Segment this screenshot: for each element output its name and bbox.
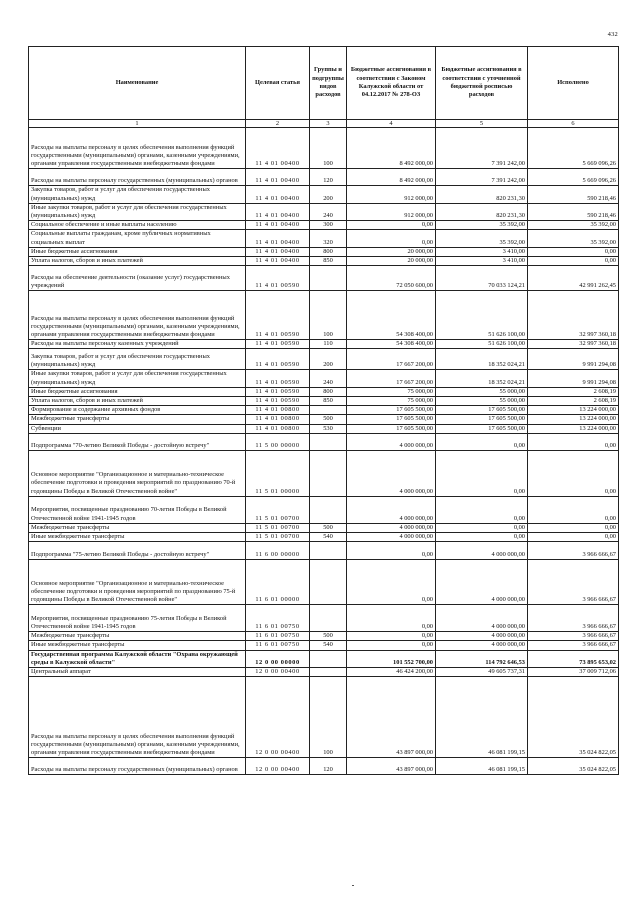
table-row — [29, 128, 619, 169]
table-row — [29, 415, 619, 424]
row-group-code: 120 — [310, 169, 347, 186]
row-executed-amount: 2 608,19 — [528, 387, 619, 396]
row-target-code: 11 5 01 00000 — [246, 450, 310, 496]
row-law-amount: 75 000,00 — [347, 387, 436, 396]
row-list-amount: 18 352 024,21 — [436, 349, 528, 370]
row-law-amount: 4 000 000,00 — [347, 533, 436, 542]
row-name: Расходы на выплаты персоналу в целях обеспечения выполнения функций государственными (муниципальными) органами, казенными учреждениями, органами управления государственными внебюджетными фондами — [29, 128, 246, 169]
row-list-amount: 3 410,00 — [436, 257, 528, 266]
row-name: Формирование и содержание архивных фондов — [29, 406, 246, 415]
row-group-code: 320 — [310, 230, 347, 247]
row-group-code: 800 — [310, 247, 347, 256]
row-executed-amount: 35 392,00 — [528, 230, 619, 247]
row-list-amount: 55 000,00 — [436, 397, 528, 406]
row-law-amount: 0,00 — [347, 542, 436, 560]
row-executed-amount: 0,00 — [528, 433, 619, 450]
header-law-allocations: Бюджетные ассигнования в соответствии с Законом Калужской области от 04.12.2017 № 278-ОЗ — [347, 47, 436, 120]
row-group-code: 500 — [310, 632, 347, 641]
row-group-code — [310, 266, 347, 291]
row-executed-amount: 590 218,46 — [528, 186, 619, 203]
row-executed-amount: 0,00 — [528, 247, 619, 256]
row-group-code: 100 — [310, 128, 347, 169]
row-target-code: 11 4 01 00400 — [246, 128, 310, 169]
scan-speck — [352, 885, 354, 886]
row-name: Расходы на выплаты персоналу государственных (муниципальных) органов — [29, 758, 246, 775]
row-name: Мероприятия, посвященные празднованию 75-летия Победы в Великой Отечественной войне 1941-1945 годов — [29, 605, 246, 632]
row-group-code: 100 — [310, 291, 347, 340]
row-list-amount: 7 391 242,00 — [436, 128, 528, 169]
row-law-amount: 43 897 000,00 — [347, 758, 436, 775]
row-group-code — [310, 406, 347, 415]
row-target-code: 11 4 01 00800 — [246, 406, 310, 415]
table-row — [29, 433, 619, 450]
row-executed-amount: 0,00 — [528, 533, 619, 542]
row-law-amount: 20 000,00 — [347, 257, 436, 266]
row-name: Иные закупки товаров, работ и услуг для обеспечения государственных (муниципальных) нужд — [29, 370, 246, 387]
row-law-amount: 101 552 700,00 — [347, 650, 436, 667]
row-law-amount: 46 424 200,00 — [347, 668, 436, 677]
row-name: Основное мероприятие "Организационное и материально-техническое обеспечение подготовки и проведения мероприятий по празднованию 75-й годовщины Победы в Великой Отечественной войне" — [29, 560, 246, 605]
row-target-code: 11 4 01 00400 — [246, 230, 310, 247]
row-name: Межбюджетные трансферты — [29, 523, 246, 532]
row-name: Расходы на выплаты персоналу в целях обеспечения выполнения функций государственными (муниципальными) органами, казенными учреждениями, органами управления государственными внебюджетными фондами — [29, 677, 246, 758]
row-name: Иные бюджетные ассигнования — [29, 387, 246, 396]
table-row — [29, 605, 619, 632]
row-group-code: 120 — [310, 758, 347, 775]
row-list-amount: 17 605 500,00 — [436, 424, 528, 433]
row-group-code: 800 — [310, 387, 347, 396]
row-group-code: 100 — [310, 677, 347, 758]
row-group-code: 850 — [310, 397, 347, 406]
table-row — [29, 632, 619, 641]
row-list-amount: 114 792 646,53 — [436, 650, 528, 667]
row-list-amount: 46 081 199,15 — [436, 758, 528, 775]
row-name: Иные межбюджетные трансферты — [29, 641, 246, 650]
row-group-code — [310, 560, 347, 605]
row-name: Закупка товаров, работ и услуг для обеспечения государственных (муниципальных) нужд — [29, 349, 246, 370]
row-name: Иные бюджетные ассигнования — [29, 247, 246, 256]
row-target-code: 11 6 01 00750 — [246, 605, 310, 632]
row-list-amount: 46 081 199,15 — [436, 677, 528, 758]
table-row — [29, 523, 619, 532]
row-target-code: 11 4 01 00400 — [246, 257, 310, 266]
table-row — [29, 406, 619, 415]
table-row — [29, 397, 619, 406]
table-row — [29, 370, 619, 387]
row-target-code: 11 5 01 00700 — [246, 533, 310, 542]
row-target-code: 11 4 01 00590 — [246, 387, 310, 396]
row-name: Центральный аппарат — [29, 668, 246, 677]
row-list-amount: 35 392,00 — [436, 221, 528, 230]
row-law-amount: 54 308 400,00 — [347, 291, 436, 340]
row-executed-amount: 2 608,19 — [528, 397, 619, 406]
row-list-amount: 55 000,00 — [436, 387, 528, 396]
row-executed-amount: 590 218,46 — [528, 203, 619, 220]
row-list-amount: 4 000 000,00 — [436, 605, 528, 632]
table-row — [29, 758, 619, 775]
row-list-amount: 49 605 737,31 — [436, 668, 528, 677]
row-name: Межбюджетные трансферты — [29, 632, 246, 641]
row-name: Государственная программа Калужской области "Охрана окружающей среды в Калужской области" — [29, 650, 246, 667]
row-list-amount: 17 605 500,00 — [436, 406, 528, 415]
row-law-amount: 4 000 000,00 — [347, 450, 436, 496]
row-group-code: 500 — [310, 415, 347, 424]
row-law-amount: 4 000 000,00 — [347, 523, 436, 532]
row-name: Уплата налогов, сборов и иных платежей — [29, 257, 246, 266]
row-executed-amount: 5 669 096,26 — [528, 128, 619, 169]
row-law-amount: 0,00 — [347, 230, 436, 247]
row-list-amount: 51 626 100,00 — [436, 340, 528, 349]
row-group-code — [310, 605, 347, 632]
row-group-code: 300 — [310, 221, 347, 230]
row-group-code: 200 — [310, 349, 347, 370]
row-target-code: 11 6 01 00750 — [246, 641, 310, 650]
row-executed-amount: 0,00 — [528, 496, 619, 523]
row-target-code: 11 4 01 00590 — [246, 340, 310, 349]
row-group-code: 540 — [310, 641, 347, 650]
row-executed-amount: 35 024 822,05 — [528, 758, 619, 775]
row-list-amount: 18 352 024,21 — [436, 370, 528, 387]
row-executed-amount: 73 895 653,02 — [528, 650, 619, 667]
row-target-code: 11 6 01 00750 — [246, 632, 310, 641]
header-list-allocations: Бюджетные ассигнования в соответствии с уточненной бюджетной росписью расходов — [436, 47, 528, 120]
row-group-code — [310, 542, 347, 560]
header-name: Наименование — [29, 47, 246, 120]
table-header-row — [29, 47, 619, 120]
row-name: Иные закупки товаров, работ и услуг для обеспечения государственных (муниципальных) нужд — [29, 203, 246, 220]
row-list-amount: 4 000 000,00 — [436, 542, 528, 560]
row-target-code: 11 4 01 00400 — [246, 247, 310, 256]
row-name: Подпрограмма "70-летию Великой Победы - достойную встречу" — [29, 433, 246, 450]
header-target-article: Целевая статья — [246, 47, 310, 120]
row-name: Социальное обеспечение и иные выплаты населению — [29, 221, 246, 230]
row-executed-amount: 3 966 666,67 — [528, 542, 619, 560]
row-target-code: 11 4 01 00590 — [246, 349, 310, 370]
row-executed-amount: 3 966 666,67 — [528, 560, 619, 605]
row-law-amount: 912 000,00 — [347, 186, 436, 203]
row-law-amount: 4 000 000,00 — [347, 496, 436, 523]
row-law-amount: 72 050 600,00 — [347, 266, 436, 291]
row-list-amount: 3 410,00 — [436, 247, 528, 256]
row-executed-amount: 3 966 666,67 — [528, 605, 619, 632]
row-list-amount: 0,00 — [436, 523, 528, 532]
row-name: Закупка товаров, работ и услуг для обеспечения государственных (муниципальных) нужд — [29, 186, 246, 203]
row-name: Межбюджетные трансферты — [29, 415, 246, 424]
row-group-code — [310, 433, 347, 450]
row-target-code: 11 4 01 00400 — [246, 221, 310, 230]
row-list-amount: 35 392,00 — [436, 230, 528, 247]
table-row — [29, 247, 619, 256]
row-group-code — [310, 450, 347, 496]
row-executed-amount: 3 966 666,67 — [528, 641, 619, 650]
row-law-amount: 17 605 500,00 — [347, 406, 436, 415]
row-list-amount: 820 231,30 — [436, 186, 528, 203]
header-executed: Исполнено — [528, 47, 619, 120]
row-target-code: 11 5 01 00700 — [246, 496, 310, 523]
table-row — [29, 340, 619, 349]
row-target-code: 12 0 00 00400 — [246, 758, 310, 775]
row-law-amount: 8 492 000,00 — [347, 169, 436, 186]
row-name: Уплата налогов, сборов и иных платежей — [29, 397, 246, 406]
row-name: Основное мероприятие "Организационное и материально-техническое обеспечение подготовки и проведения мероприятий по празднованию 70-й годовщины Победы в Великой Отечественной войне" — [29, 450, 246, 496]
row-executed-amount: 0,00 — [528, 523, 619, 532]
header-expense-group: Группы и подгруппы видов расходов — [310, 47, 347, 120]
table-row — [29, 533, 619, 542]
row-target-code: 11 4 01 00590 — [246, 266, 310, 291]
row-name: Расходы на обеспечение деятельности (оказание услуг) государственных учреждений — [29, 266, 246, 291]
table-row — [29, 257, 619, 266]
row-group-code: 540 — [310, 533, 347, 542]
row-target-code: 11 4 01 00590 — [246, 291, 310, 340]
row-group-code — [310, 650, 347, 667]
row-group-code: 530 — [310, 424, 347, 433]
row-law-amount: 0,00 — [347, 632, 436, 641]
row-name: Социальные выплаты гражданам, кроме публичных нормативных социальных выплат — [29, 230, 246, 247]
row-group-code: 110 — [310, 340, 347, 349]
row-executed-amount: 42 991 262,45 — [528, 266, 619, 291]
table-row — [29, 450, 619, 496]
row-law-amount: 0,00 — [347, 641, 436, 650]
table-row — [29, 542, 619, 560]
row-group-code: 500 — [310, 523, 347, 532]
column-number: 2 — [246, 120, 310, 128]
row-executed-amount: 35 024 822,05 — [528, 677, 619, 758]
row-list-amount: 51 626 100,00 — [436, 291, 528, 340]
row-law-amount: 0,00 — [347, 221, 436, 230]
row-law-amount: 4 000 000,00 — [347, 433, 436, 450]
column-number: 5 — [436, 120, 528, 128]
row-target-code: 11 4 01 00590 — [246, 370, 310, 387]
row-target-code: 12 0 00 00400 — [246, 668, 310, 677]
table-row — [29, 387, 619, 396]
table-row — [29, 203, 619, 220]
row-target-code: 11 4 01 00400 — [246, 203, 310, 220]
row-list-amount: 17 605 500,00 — [436, 415, 528, 424]
row-group-code — [310, 668, 347, 677]
row-group-code: 240 — [310, 370, 347, 387]
row-executed-amount: 0,00 — [528, 450, 619, 496]
row-name: Расходы на выплаты персоналу казенных учреждений — [29, 340, 246, 349]
row-law-amount: 75 000,00 — [347, 397, 436, 406]
row-executed-amount: 13 224 000,00 — [528, 424, 619, 433]
row-list-amount: 0,00 — [436, 533, 528, 542]
row-executed-amount: 5 669 096,26 — [528, 169, 619, 186]
table-row — [29, 221, 619, 230]
row-law-amount: 17 667 200,00 — [347, 370, 436, 387]
row-target-code: 11 6 01 00000 — [246, 560, 310, 605]
row-target-code: 11 4 01 00800 — [246, 415, 310, 424]
column-number-row — [29, 120, 619, 128]
row-executed-amount: 0,00 — [528, 257, 619, 266]
row-executed-amount: 9 991 294,08 — [528, 349, 619, 370]
table-row — [29, 641, 619, 650]
row-executed-amount: 13 224 000,00 — [528, 415, 619, 424]
row-executed-amount: 3 966 666,67 — [528, 632, 619, 641]
table-row — [29, 291, 619, 340]
row-executed-amount: 9 991 294,08 — [528, 370, 619, 387]
column-number: 3 — [310, 120, 347, 128]
row-law-amount: 0,00 — [347, 605, 436, 632]
row-target-code: 11 6 00 00000 — [246, 542, 310, 560]
row-law-amount: 17 605 500,00 — [347, 415, 436, 424]
table-row — [29, 650, 619, 667]
table-row — [29, 230, 619, 247]
row-list-amount: 70 033 124,21 — [436, 266, 528, 291]
table-row — [29, 668, 619, 677]
page-number: 432 — [607, 31, 618, 38]
row-target-code: 12 0 00 00400 — [246, 677, 310, 758]
row-list-amount: 0,00 — [436, 450, 528, 496]
table-row — [29, 266, 619, 291]
row-law-amount: 20 000,00 — [347, 247, 436, 256]
row-list-amount: 0,00 — [436, 433, 528, 450]
column-number: 1 — [29, 120, 246, 128]
column-number: 6 — [528, 120, 619, 128]
row-law-amount: 912 000,00 — [347, 203, 436, 220]
row-target-code: 11 5 00 00000 — [246, 433, 310, 450]
row-list-amount: 7 391 242,00 — [436, 169, 528, 186]
row-law-amount: 8 492 000,00 — [347, 128, 436, 169]
row-name: Субвенции — [29, 424, 246, 433]
row-group-code: 240 — [310, 203, 347, 220]
table-row — [29, 560, 619, 605]
row-executed-amount: 13 224 000,00 — [528, 406, 619, 415]
row-list-amount: 4 000 000,00 — [436, 641, 528, 650]
row-executed-amount: 37 009 712,06 — [528, 668, 619, 677]
row-executed-amount: 32 997 360,18 — [528, 291, 619, 340]
row-list-amount: 4 000 000,00 — [436, 632, 528, 641]
row-list-amount: 820 231,30 — [436, 203, 528, 220]
row-name: Расходы на выплаты персоналу государственных (муниципальных) органов — [29, 169, 246, 186]
row-target-code: 11 4 01 00400 — [246, 169, 310, 186]
table-row — [29, 496, 619, 523]
table-row — [29, 186, 619, 203]
row-target-code: 11 4 01 00590 — [246, 397, 310, 406]
row-name: Подпрограмма "75-летию Великой Победы - достойную встречу" — [29, 542, 246, 560]
row-executed-amount: 35 392,00 — [528, 221, 619, 230]
row-name: Мероприятия, посвященные празднованию 70-летия Победы в Великой Отечественной войне 1941-1945 годов — [29, 496, 246, 523]
row-list-amount: 0,00 — [436, 496, 528, 523]
row-target-code: 11 5 01 00700 — [246, 523, 310, 532]
row-target-code: 11 4 01 00400 — [246, 186, 310, 203]
table-row — [29, 677, 619, 758]
row-executed-amount: 32 997 360,18 — [528, 340, 619, 349]
row-group-code: 850 — [310, 257, 347, 266]
budget-table — [28, 46, 619, 775]
table-row — [29, 169, 619, 186]
row-target-code: 11 4 01 00800 — [246, 424, 310, 433]
row-law-amount: 0,00 — [347, 560, 436, 605]
row-law-amount: 17 667 200,00 — [347, 349, 436, 370]
column-number: 4 — [347, 120, 436, 128]
row-group-code: 200 — [310, 186, 347, 203]
row-target-code: 12 0 00 00000 — [246, 650, 310, 667]
row-law-amount: 54 308 400,00 — [347, 340, 436, 349]
row-name: Иные межбюджетные трансферты — [29, 533, 246, 542]
row-group-code — [310, 496, 347, 523]
row-list-amount: 4 000 000,00 — [436, 560, 528, 605]
table-row — [29, 349, 619, 370]
row-law-amount: 17 605 500,00 — [347, 424, 436, 433]
table-row — [29, 424, 619, 433]
row-name: Расходы на выплаты персоналу в целях обеспечения выполнения функций государственными (муниципальными) органами, казенными учреждениями, органами управления государственными внебюджетными фондами — [29, 291, 246, 340]
row-law-amount: 43 897 000,00 — [347, 677, 436, 758]
